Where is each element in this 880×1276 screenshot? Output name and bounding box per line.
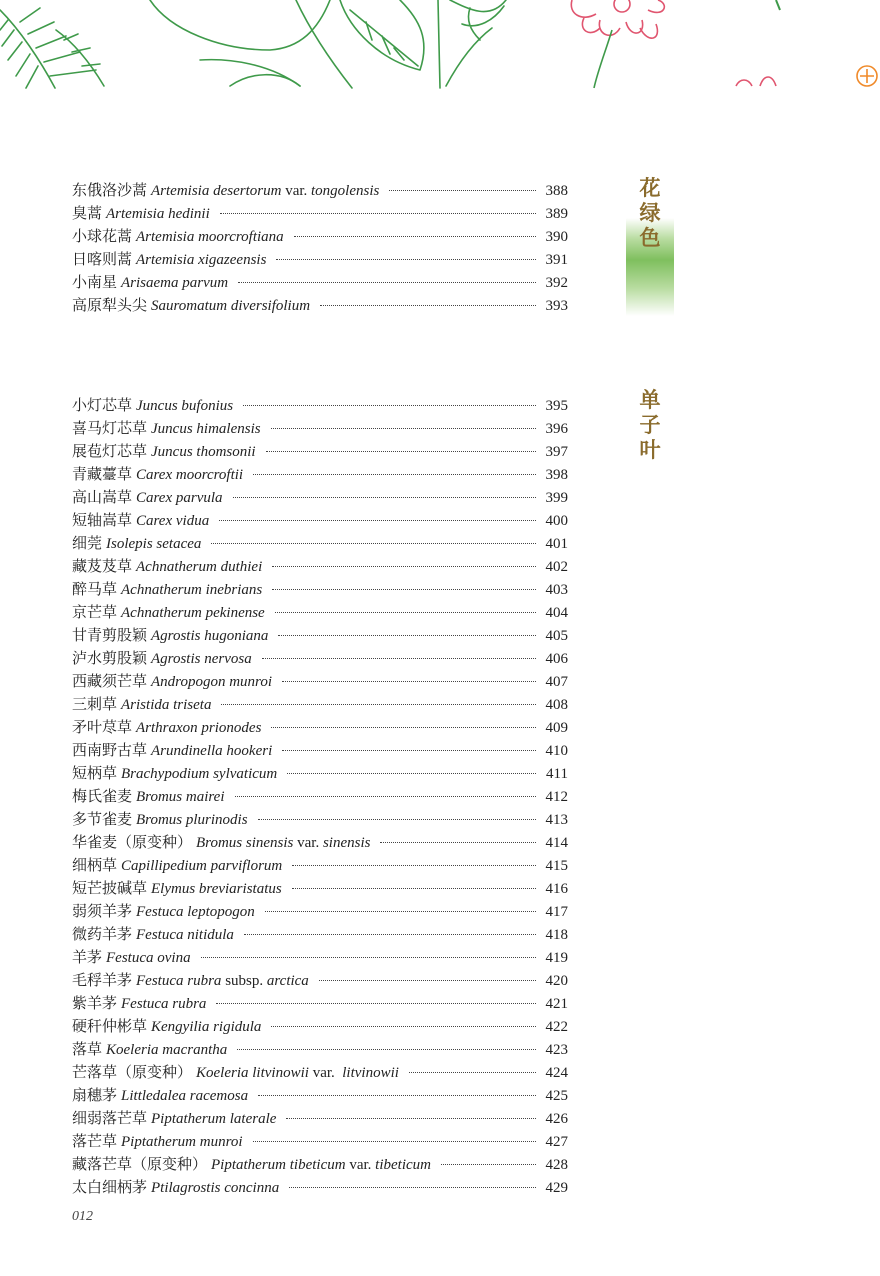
dot-leader <box>211 542 536 544</box>
toc-entry <box>72 180 568 203</box>
species-chinese-name: 甘青剪股颖 <box>72 628 148 644</box>
page-reference: 416 <box>545 881 568 897</box>
side-tab-char: 子 <box>639 413 661 437</box>
dot-leader <box>265 910 536 912</box>
toc-entry <box>72 694 568 717</box>
scientific-name-italic-part: Bromus sinensis <box>196 835 294 851</box>
dot-leader <box>409 1071 536 1073</box>
scientific-name-italic-part: Bromus plurinodis <box>136 812 248 828</box>
page-reference: 399 <box>545 490 568 506</box>
side-tab-monocot <box>626 388 674 468</box>
dot-leader <box>272 565 536 567</box>
species-scientific-name <box>136 249 266 272</box>
scientific-name-italic-part: Bromus mairei <box>136 789 225 805</box>
species-scientific-name <box>136 901 255 924</box>
species-chinese-name: 小南星 <box>72 275 118 291</box>
species-scientific-name <box>121 579 262 602</box>
scientific-name-italic-part: Achnatherum duthiei <box>136 559 263 575</box>
dot-leader <box>319 979 536 981</box>
botanical-illustration-banner <box>0 0 880 92</box>
scientific-name-rank-part: var. <box>308 1065 343 1081</box>
species-scientific-name <box>151 295 310 318</box>
toc-entry <box>72 1062 568 1085</box>
page-reference: 427 <box>545 1134 568 1150</box>
species-chinese-name: 扇穗茅 <box>72 1088 118 1104</box>
page-reference: 392 <box>545 275 568 291</box>
toc-entry <box>72 809 568 832</box>
species-chinese-name: 华雀麦（原变种） <box>72 835 193 851</box>
species-scientific-name <box>151 1177 279 1200</box>
dot-leader <box>286 1117 536 1119</box>
page-reference: 412 <box>545 789 568 805</box>
scientific-name-rank-part: var. <box>345 1157 376 1173</box>
species-chinese-name: 短轴嵩草 <box>72 513 133 529</box>
dot-leader <box>258 1094 536 1096</box>
page-reference: 421 <box>545 996 568 1012</box>
toc-entry <box>72 901 568 924</box>
page-reference: 405 <box>545 628 568 644</box>
small-bud-illustration <box>776 0 780 10</box>
scientific-name-italic-part: Carex vidua <box>136 513 210 529</box>
toc-entry <box>72 510 568 533</box>
toc-entry <box>72 832 568 855</box>
scientific-name-italic-part: Artemisia hedinii <box>106 206 210 222</box>
toc-entry <box>72 1085 568 1108</box>
species-scientific-name <box>136 809 248 832</box>
page-reference: 401 <box>545 536 568 552</box>
species-scientific-name <box>151 648 252 671</box>
species-scientific-name <box>211 1154 431 1177</box>
toc-entry <box>72 717 568 740</box>
page-reference: 389 <box>545 206 568 222</box>
toc-entry <box>72 786 568 809</box>
dot-leader <box>289 1186 536 1188</box>
species-scientific-name <box>121 855 282 878</box>
species-chinese-name: 醉马草 <box>72 582 118 598</box>
page-reference: 409 <box>545 720 568 736</box>
species-scientific-name <box>106 533 201 556</box>
toc-entry <box>72 648 568 671</box>
toc-entry <box>72 625 568 648</box>
dot-leader <box>275 611 536 613</box>
species-scientific-name <box>151 1016 261 1039</box>
scientific-name-italic-part: Koeleria litvinowii <box>196 1065 309 1081</box>
species-scientific-name <box>121 694 211 717</box>
species-chinese-name: 芒落草（原变种） <box>72 1065 193 1081</box>
dot-leader <box>244 933 536 935</box>
toc-entry <box>72 249 568 272</box>
dot-leader <box>221 703 536 705</box>
species-scientific-name <box>136 395 233 418</box>
species-scientific-name <box>196 1062 399 1085</box>
page-reference: 408 <box>545 697 568 713</box>
species-chinese-name: 小球花蒿 <box>72 229 133 245</box>
page-reference: 393 <box>545 298 568 314</box>
species-chinese-name: 硬秆仲彬草 <box>72 1019 148 1035</box>
scientific-name-italic-part: Juncus thomsonii <box>151 444 256 460</box>
side-tab-char: 色 <box>639 226 661 250</box>
species-scientific-name <box>106 947 191 970</box>
dot-leader <box>238 281 536 283</box>
flower-stem-illustration <box>594 30 612 88</box>
scientific-name-italic-part: tibeticum <box>375 1157 431 1173</box>
scientific-name-italic-part: Littledalea racemosa <box>121 1088 249 1104</box>
scientific-name-italic-part: Achnatherum pekinense <box>121 605 265 621</box>
page-reference: 388 <box>545 183 568 199</box>
page-number: 012 <box>72 1209 93 1224</box>
toc-entry <box>72 1177 568 1200</box>
page-reference: 422 <box>545 1019 568 1035</box>
species-scientific-name <box>136 556 262 579</box>
side-tab-char: 单 <box>639 388 661 412</box>
species-scientific-name <box>121 1131 243 1154</box>
scientific-name-italic-part: Ptilagrostis concinna <box>151 1180 280 1196</box>
dot-leader <box>271 726 536 728</box>
species-chinese-name: 梅氏雀麦 <box>72 789 133 805</box>
toc-entry <box>72 947 568 970</box>
toc-entry <box>72 970 568 993</box>
toc-entry <box>72 556 568 579</box>
species-chinese-name: 紫羊茅 <box>72 996 118 1012</box>
species-scientific-name <box>151 418 261 441</box>
dot-leader <box>258 818 536 820</box>
page-reference: 428 <box>545 1157 568 1173</box>
toc-entry <box>72 671 568 694</box>
species-scientific-name <box>121 763 277 786</box>
species-chinese-name: 太白细柄茅 <box>72 1180 148 1196</box>
species-scientific-name <box>136 487 223 510</box>
toc-entry <box>72 602 568 625</box>
page-reference: 403 <box>545 582 568 598</box>
toc-entry <box>72 272 568 295</box>
dot-leader <box>237 1048 536 1050</box>
species-scientific-name <box>151 180 379 203</box>
species-chinese-name: 落草 <box>72 1042 103 1058</box>
side-tab-green-flowers <box>626 176 674 316</box>
scientific-name-italic-part: Piptatherum laterale <box>151 1111 277 1127</box>
page-reference: 406 <box>545 651 568 667</box>
species-chinese-name: 藏落芒草（原变种） <box>72 1157 208 1173</box>
page-reference: 418 <box>545 927 568 943</box>
dot-leader <box>276 258 536 260</box>
page-reference: 417 <box>545 904 568 920</box>
scientific-name-rank-part: var. <box>293 835 323 851</box>
scientific-name-italic-part: Arisaema parvum <box>121 275 229 291</box>
species-scientific-name <box>106 203 210 226</box>
dot-leader <box>292 864 536 866</box>
species-chinese-name: 细柄草 <box>72 858 118 874</box>
toc-entry <box>72 1016 568 1039</box>
species-chinese-name: 京芒草 <box>72 605 118 621</box>
scientific-name-italic-part: Achnatherum inebrians <box>121 582 263 598</box>
scientific-name-italic-part: Piptatherum munroi <box>121 1134 243 1150</box>
species-chinese-name: 小灯芯草 <box>72 398 133 414</box>
dot-leader <box>253 473 536 475</box>
toc-section-green <box>72 180 568 318</box>
dot-leader <box>266 450 536 452</box>
scientific-name-italic-part: Agrostis hugoniana <box>151 628 269 644</box>
scientific-name-italic-part: Elymus breviaristatus <box>151 881 282 897</box>
species-scientific-name <box>151 878 282 901</box>
dot-leader <box>380 841 536 843</box>
page-reference: 404 <box>545 605 568 621</box>
page-reference: 413 <box>545 812 568 828</box>
species-chinese-name: 日喀则蒿 <box>72 252 133 268</box>
large-leaf-illustration <box>150 0 352 88</box>
veined-leaves-illustration <box>340 0 506 88</box>
species-chinese-name: 喜马灯芯草 <box>72 421 148 437</box>
species-chinese-name: 藏芨芨草 <box>72 559 133 575</box>
page-reference: 414 <box>545 835 568 851</box>
species-chinese-name: 落芒草 <box>72 1134 118 1150</box>
page-reference: 391 <box>545 252 568 268</box>
species-scientific-name <box>121 602 265 625</box>
species-chinese-name: 三刺草 <box>72 697 118 713</box>
toc-entry <box>72 1108 568 1131</box>
species-chinese-name: 泸水剪股颖 <box>72 651 148 667</box>
page-reference: 397 <box>545 444 568 460</box>
page-reference: 411 <box>546 766 568 782</box>
scientific-name-italic-part: Isolepis setacea <box>106 536 202 552</box>
species-scientific-name <box>121 272 228 295</box>
scientific-name-italic-part: tongolensis <box>311 183 380 199</box>
scientific-name-rank-part: subsp. <box>221 973 267 989</box>
side-tab-char: 叶 <box>639 438 661 462</box>
species-scientific-name <box>151 1108 276 1131</box>
toc-entry <box>72 579 568 602</box>
species-chinese-name: 展苞灯芯草 <box>72 444 148 460</box>
toc-entry <box>72 418 568 441</box>
species-scientific-name <box>106 1039 227 1062</box>
species-chinese-name: 西南野古草 <box>72 743 148 759</box>
small-pink-flower-illustration <box>736 77 776 86</box>
scientific-name-italic-part: Artemisia desertorum <box>151 183 282 199</box>
side-tab-char: 花 <box>639 176 661 200</box>
scientific-name-italic-part: Festuca ovina <box>106 950 191 966</box>
page-reference: 395 <box>545 398 568 414</box>
page-reference: 407 <box>545 674 568 690</box>
toc-entry <box>72 441 568 464</box>
species-chinese-name: 细弱落芒草 <box>72 1111 148 1127</box>
species-chinese-name: 西藏须芒草 <box>72 674 148 690</box>
dot-leader <box>287 772 536 774</box>
scientific-name-italic-part: Agrostis nervosa <box>151 651 252 667</box>
dot-leader <box>201 956 536 958</box>
page-reference: 415 <box>545 858 568 874</box>
scientific-name-italic-part: Artemisia moorcroftiana <box>136 229 284 245</box>
dot-leader <box>233 496 536 498</box>
dot-leader <box>278 634 536 636</box>
page-reference: 429 <box>545 1180 568 1196</box>
species-chinese-name: 微药羊茅 <box>72 927 133 943</box>
toc-entry <box>72 1154 568 1177</box>
toc-entry <box>72 1039 568 1062</box>
page-reference: 425 <box>545 1088 568 1104</box>
toc-section-monocot <box>72 395 568 1200</box>
toc-entry <box>72 295 568 318</box>
species-chinese-name: 多节雀麦 <box>72 812 133 828</box>
dot-leader <box>219 519 536 521</box>
species-scientific-name <box>136 226 284 249</box>
orange-seed-icon <box>857 66 877 86</box>
dot-leader <box>253 1140 536 1142</box>
species-scientific-name <box>136 924 234 947</box>
toc-entry <box>72 226 568 249</box>
dot-leader <box>389 189 536 191</box>
dot-leader <box>216 1002 536 1004</box>
species-scientific-name <box>151 441 256 464</box>
scientific-name-italic-part: Festuca rubra <box>136 973 222 989</box>
toc-entry <box>72 487 568 510</box>
page-reference: 410 <box>545 743 568 759</box>
scientific-name-italic-part: Festuca leptopogon <box>136 904 255 920</box>
scientific-name-italic-part: Carex parvula <box>136 490 223 506</box>
dot-leader <box>262 657 536 659</box>
species-chinese-name: 弱须羊茅 <box>72 904 133 920</box>
page-reference: 424 <box>545 1065 568 1081</box>
scientific-name-rank-part: var. <box>281 183 312 199</box>
scientific-name-italic-part: Festuca nitidula <box>136 927 234 943</box>
dot-leader <box>235 795 537 797</box>
species-scientific-name <box>136 717 261 740</box>
page-reference: 402 <box>545 559 568 575</box>
scientific-name-italic-part: Sauromatum diversifolium <box>151 298 311 314</box>
species-chinese-name: 矛叶荩草 <box>72 720 133 736</box>
species-scientific-name <box>121 1085 248 1108</box>
page-reference: 423 <box>545 1042 568 1058</box>
species-scientific-name <box>136 970 309 993</box>
species-scientific-name <box>121 993 206 1016</box>
dot-leader <box>272 588 536 590</box>
dot-leader <box>294 235 536 237</box>
pink-flower-illustration <box>571 0 664 38</box>
scientific-name-italic-part: Koeleria macrantha <box>106 1042 228 1058</box>
species-scientific-name <box>136 786 224 809</box>
dot-leader <box>282 680 536 682</box>
dot-leader <box>441 1163 536 1165</box>
species-scientific-name <box>136 510 209 533</box>
toc-entry <box>72 533 568 556</box>
scientific-name-italic-part: Artemisia xigazeensis <box>136 252 267 268</box>
species-chinese-name: 羊茅 <box>72 950 103 966</box>
scientific-name-italic-part: Kengyilia rigidula <box>151 1019 262 1035</box>
scientific-name-italic-part: Festuca rubra <box>121 996 207 1012</box>
dot-leader <box>271 427 536 429</box>
scientific-name-italic-part: Aristida triseta <box>121 697 212 713</box>
toc-entry <box>72 855 568 878</box>
fern-leaf-illustration <box>0 8 104 88</box>
toc-entry <box>72 740 568 763</box>
species-chinese-name: 细莞 <box>72 536 103 552</box>
page-reference: 400 <box>545 513 568 529</box>
dot-leader <box>282 749 536 751</box>
species-scientific-name <box>151 671 272 694</box>
species-scientific-name <box>151 740 272 763</box>
scientific-name-italic-part: Juncus bufonius <box>136 398 234 414</box>
species-chinese-name: 毛稃羊茅 <box>72 973 133 989</box>
toc-entry <box>72 1131 568 1154</box>
toc-entry <box>72 924 568 947</box>
species-scientific-name <box>196 832 370 855</box>
scientific-name-italic-part: Arthraxon prionodes <box>136 720 262 736</box>
scientific-name-italic-part: Arundinella hookeri <box>151 743 273 759</box>
toc-entry <box>72 878 568 901</box>
species-scientific-name <box>136 464 243 487</box>
scientific-name-italic-part: Carex moorcroftii <box>136 467 244 483</box>
scientific-name-italic-part: sinensis <box>322 835 371 851</box>
side-tab-char: 绿 <box>639 201 661 225</box>
page-reference: 426 <box>545 1111 568 1127</box>
species-chinese-name: 青藏薹草 <box>72 467 133 483</box>
species-chinese-name: 臭蒿 <box>72 206 103 222</box>
species-chinese-name: 东俄洛沙蒿 <box>72 183 148 199</box>
toc-entry <box>72 993 568 1016</box>
toc-entry <box>72 203 568 226</box>
page-reference: 420 <box>545 973 568 989</box>
species-chinese-name: 短柄草 <box>72 766 118 782</box>
toc-entry <box>72 763 568 786</box>
scientific-name-italic-part: litvinowii <box>342 1065 399 1081</box>
species-chinese-name: 高原犁头尖 <box>72 298 148 314</box>
toc-entry <box>72 464 568 487</box>
scientific-name-italic-part: arctica <box>266 973 309 989</box>
dot-leader <box>292 887 536 889</box>
page-reference: 419 <box>545 950 568 966</box>
dot-leader <box>271 1025 536 1027</box>
dot-leader <box>320 304 536 306</box>
page-reference: 390 <box>545 229 568 245</box>
scientific-name-italic-part: Brachypodium sylvaticum <box>121 766 278 782</box>
scientific-name-italic-part: Capillipedium parviflorum <box>121 858 283 874</box>
scientific-name-italic-part: Piptatherum tibeticum <box>211 1157 346 1173</box>
dot-leader <box>243 404 536 406</box>
dot-leader <box>220 212 536 214</box>
toc-entry <box>72 395 568 418</box>
species-chinese-name: 高山嵩草 <box>72 490 133 506</box>
page-reference: 396 <box>545 421 568 437</box>
species-scientific-name <box>151 625 268 648</box>
page-reference: 398 <box>545 467 568 483</box>
scientific-name-italic-part: Juncus himalensis <box>151 421 261 437</box>
species-chinese-name: 短芒披碱草 <box>72 881 148 897</box>
scientific-name-italic-part: Andropogon munroi <box>151 674 272 690</box>
